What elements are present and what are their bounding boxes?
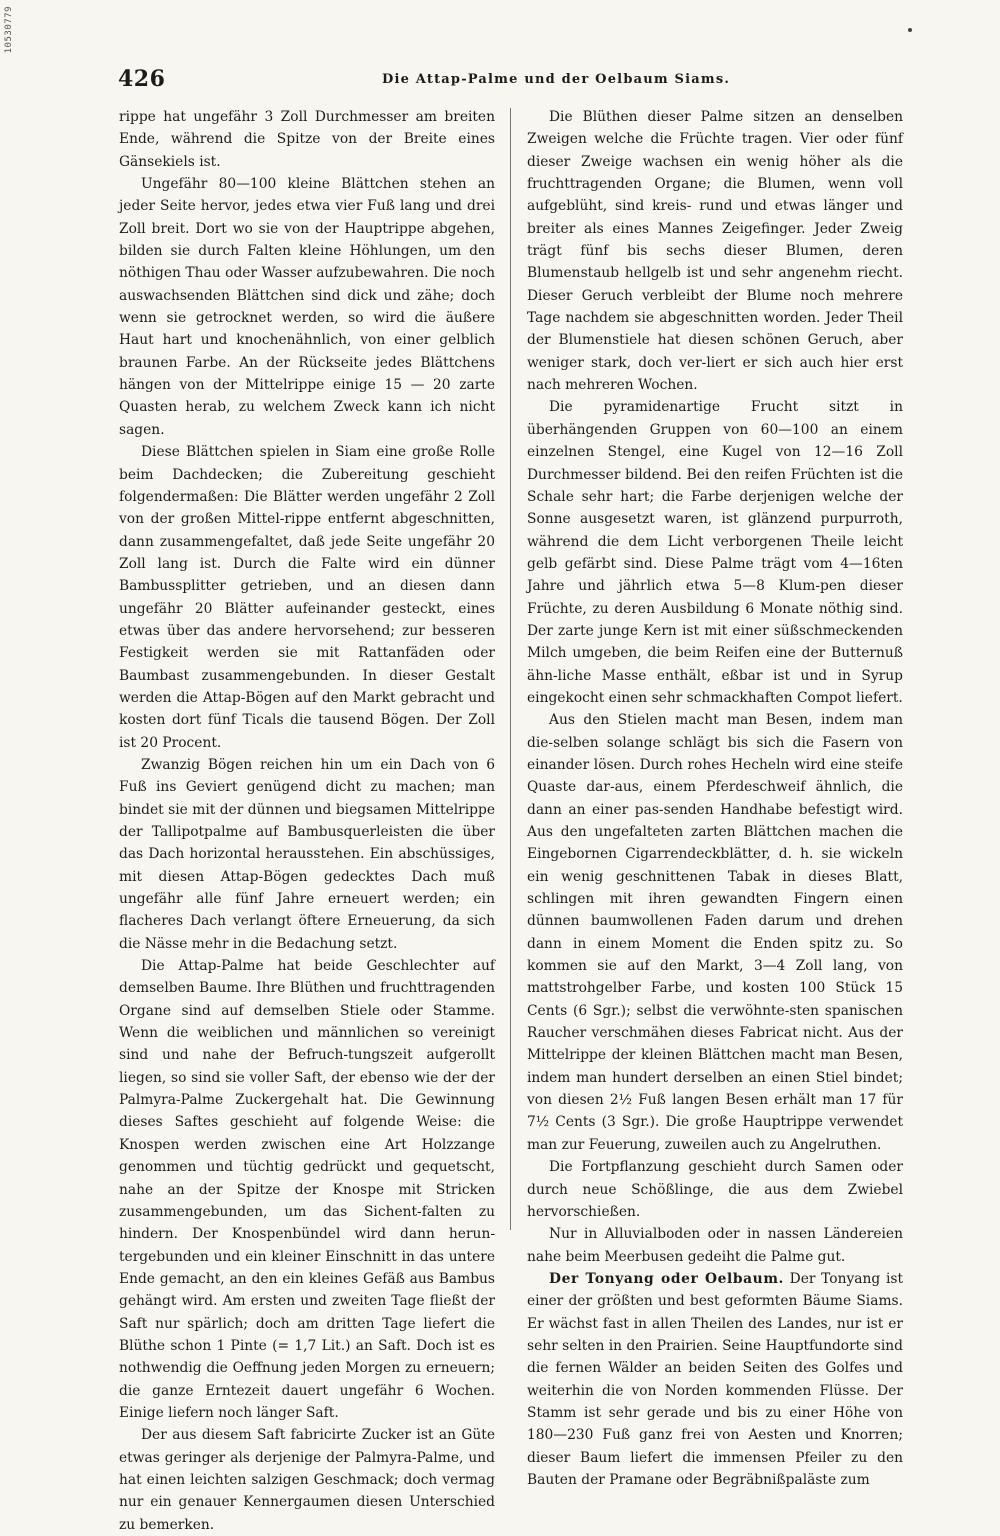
paragraph <box>119 441 495 754</box>
left-column <box>119 106 495 1533</box>
paragraph <box>527 1268 903 1491</box>
paragraph-text: Die pyramidenartige Frucht sitzt in überhängenden Gruppen von 60—100 an einem einzelnen Stengel, eine Kugel von 12—16 Zoll Durchmesser bildend. Bei den reifen Früchten ist die Schale sehr hart; die Farbe derjenigen welche der Sonne ausgesetzt waren, ist glänzend purpurroth, während die dem Licht verborgenen Theile leicht gelb gefärbt sind. Diese Palme trägt vom 4—16ten Jahre und jährlich etwa 5—8 Klum-pen dieser Früchte, zu deren Ausbildung 6 Monate nöthig sind. Der zarte junge Kern ist mit einer süßschmeckenden Milch umgeben, die beim Reifen eine der Butternuß ähn-liche Masse enthält, eßbar ist und in Syrup eingekocht einen sehr schmackhaften Compot liefert. <box>527 399 903 706</box>
paragraph-text: Der aus diesem Saft fabricirte Zucker ist an Güte etwas geringer als derjenige der Palmyra-Palme, und hat einen leichten salzigen Geschmack; doch vermag nur ein genauer Kennergaumen diesen Unterschied zu bemerken. <box>119 1427 495 1533</box>
column-divider <box>510 108 511 1230</box>
paragraph-text: Zwanzig Bögen reichen hin um ein Dach von 6 Fuß ins Geviert genügend dicht zu machen; man bindet sie mit der dünnen und biegsamen Mittelrippe der Tallipotpalme auf Bambusquerleisten die über das Dach horizontal herausstehen. Ein abschüssiges, mit diesen Attap-Bögen gedecktes Dach muß ungefähr alle fünf Jahre erneuert werden; ein flacheres Dach verlangt öftere Erneuerung, da sich die Nässe mehr in die Bedachung setzt. <box>119 756 495 952</box>
print-speck <box>908 28 912 32</box>
running-title: Die Attap-Palme und der Oelbaum Siams. <box>382 72 731 87</box>
paragraph <box>119 754 495 955</box>
archive-stamp: 10530779 <box>4 6 14 54</box>
page-number: 426 <box>118 66 166 92</box>
paragraph <box>119 955 495 1424</box>
paragraph-text: Diese Blättchen spielen in Siam eine große Rolle beim Dachdecken; die Zubereitung geschieht folgendermaßen: Die Blätter werden ungefähr 2 Zoll von der großen Mittel-rippe entfernt abgeschnitten, dann zusammengefaltet, daß jede Seite ungefähr 20 Zoll lang ist. Durch die Falte wird ein dünner Bambussplitter getrieben, und an diesen dann ungefähr 20 Blätter aufeinander gesteckt, eines etwas über das andere hervorsehend; zur besseren Festigkeit werden sie mit Rattanfäden oder Baumbast zusammengebunden. In dieser Gestalt werden die Attap-Bögen auf den Markt gebracht und kosten dort fünf Ticals die tausend Bögen. Der Zoll ist 20 Procent. <box>119 444 495 751</box>
paragraph <box>527 1223 903 1268</box>
paragraph <box>527 709 903 1156</box>
paragraph <box>527 106 903 396</box>
paragraph-text: Die Attap-Palme hat beide Geschlechter auf demselben Baume. Ihre Blüthen und fruchttragenden Organe sind auf demselben Stiele oder Stamme. Wenn die weiblichen und männlichen so vereinigt sind und nahe der Befruch-tungszeit aufgerollt liegen, so sind sie voller Saft, der ebenso wie der der Palmyra-Palme Zuckergehalt hat. Die Gewinnung dieses Saftes geschieht auf folgende Weise: die Knospen werden zwischen eine Art Holzzange genommen und tüchtig gedrückt und gequetscht, nahe an der Spitze der Knospe mit Stricken zusammengebunden, um das Sichent-falten zu hindern. Der Knospenbündel wird dann herun-tergebunden und ein kleiner Einschnitt in das untere Ende gemacht, an den ein kleines Gefäß aus Bambus gehängt wird. Am ersten und zweiten Tage fließt der Saft nur spärlich; doch am dritten Tage liefert die Blüthe schon 1 Pinte (= 1,7 Lit.) an Saft. Doch ist es nothwendig die Oeffnung jeden Morgen zu erneuern; die ganze Erntezeit dauert ungefähr 6 Wochen. Einige liefern noch länger Saft. <box>119 958 495 1421</box>
paragraph <box>119 106 495 173</box>
paragraph <box>119 1424 495 1536</box>
paragraph-text: Die Fortpflanzung geschieht durch Samen oder durch neue Schößlinge, die aus dem Zwiebel hervorschießen. <box>527 1159 903 1220</box>
paragraph <box>527 1156 903 1223</box>
paragraph-text: Nur in Alluvialboden oder in nassen Ländereien nahe beim Meerbusen gedeiht die Palme gut. <box>527 1226 903 1265</box>
paragraph-text: Aus den Stielen macht man Besen, indem man die-selben solange schlägt bis sich die Fasern von einander lösen. Durch rohes Hecheln wird eine steife Quaste dar-aus, einem Pferdeschweif ähnlich, die dann an einer pas-senden Handhabe befestigt wird. Aus den ungefalteten zarten Blättchen machen die Eingebornen Cigarrendeckblätter, d. h. sie wickeln ein wenig geschnittenen Tabak in dieses Blatt, schlingen mit ihren gewandten Fingern einen dünnen baumwollenen Faden darum und drehen dann in einem Moment die Enden spitz zu. So kommen sie auf den Markt, 3—4 Zoll lang, von mattstrohgelber Farbe, und kosten 100 Stück 15 Cents (6 Sgr.); selbst die verwöhnte-sten spanischen Raucher verschmähen dieses Fabricat nicht. Aus der Mittelrippe der kleinen Blättchen macht man Besen, indem man hundert derselben an einen Stiel bindet; von diesen 2½ Fuß langen Besen erhält man 17 für 7½ Cents (3 Sgr.). Die große Hauptrippe verwendet man zur Feuerung, zuweilen auch zu Angelruthen. <box>527 712 903 1153</box>
paragraph-text: rippe hat ungefähr 3 Zoll Durchmesser am breiten Ende, während die Spitze von der Breite eines Gänsekiels ist. <box>119 109 495 170</box>
paragraph-text: Ungefähr 80—100 kleine Blättchen stehen an jeder Seite hervor, jedes etwa vier Fuß lang und drei Zoll breit. Dort wo sie von der Hauptrippe abgehen, bilden sie durch Falten kleine Höhlungen, um den nöthigen Thau oder Wasser aufzubewahren. Die noch auswachsenden Blättchen sind dick und zähe; doch wenn sie getrocknet werden, so wird die äußere Haut hart und knochenähnlich, von einer gelblich braunen Farbe. An der Rückseite jedes Blättchens hängen von der Mittelrippe einige 15 — 20 zarte Quasten herab, zu welchem Zweck kann ich nicht sagen. <box>119 176 495 438</box>
paragraph <box>527 396 903 709</box>
paragraph <box>119 173 495 441</box>
paragraph-text: Die Blüthen dieser Palme sitzen an denselben Zweigen welche die Früchte tragen. Vier oder fünf dieser Zweige wachsen ein wenig höher als die fruchttragenden Organe; die Blumen, wenn voll aufgeblüht, sind kreis- rund und etwas länger und breiter als eines Mannes Zeigefinger. Jeder Zweig trägt fünf bis sechs dieser Blumen, deren Blumenstaub hellgelb ist und sehr angenehm riecht. Dieser Geruch verbleibt der Blume noch mehrere Tage nachdem sie abgeschnitten worden. Jeder Theil der Blumenstiele hat diesen schönen Geruch, aber weniger stark, doch ver-liert er sich auch hier erst nach mehreren Wochen. <box>527 109 903 394</box>
right-column <box>527 106 903 1488</box>
section-heading: Der Tonyang oder Oelbaum. <box>549 1270 784 1287</box>
paragraph-text: Der Tonyang ist einer der größten und best geformten Bäume Siams. Er wächst fast in allen Theilen des Landes, nur ist er sehr selten in den Prairien. Seine Hauptfundorte sind die fernen Wälder an beiden Seiten des Golfes und weiterhin die von Norden kommenden Flüsse. Der Stamm ist sehr gerade und bis zu einer Höhe von 180—230 Fuß ganz frei von Aesten und Knorren; dieser Baum liefert die immensen Pfeiler zu den Bauten der Pramane oder Begräbnißpaläste zum <box>527 1270 903 1488</box>
